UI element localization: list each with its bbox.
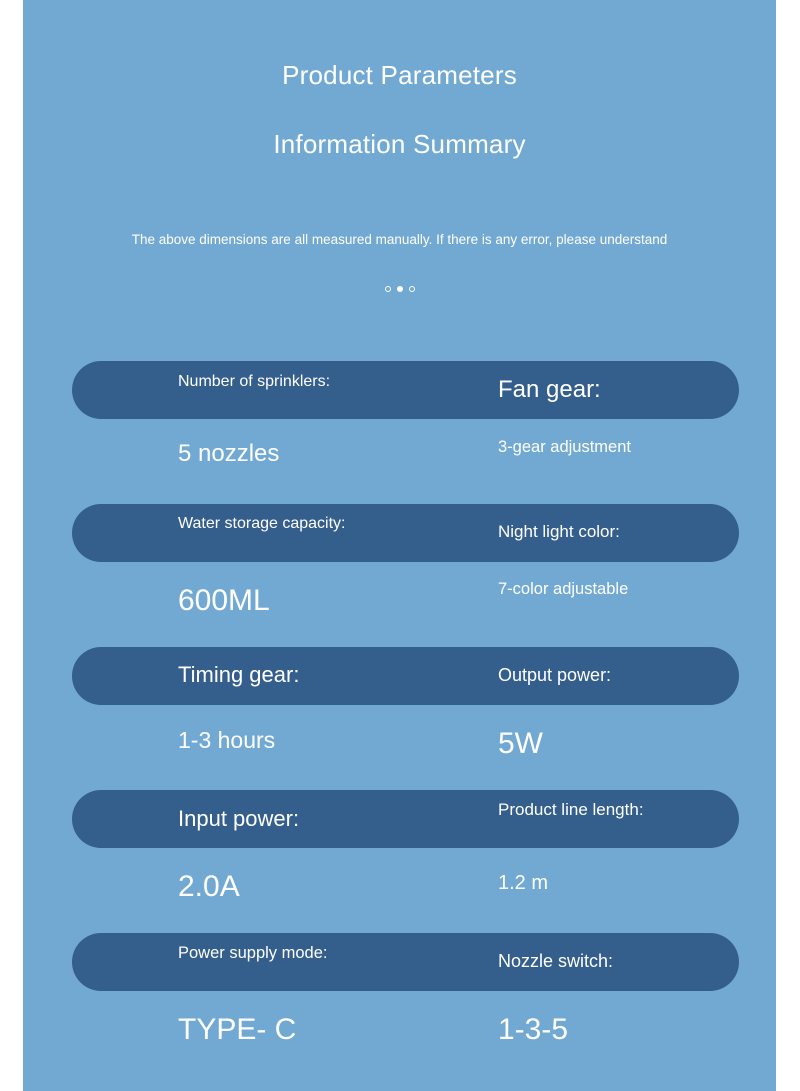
param-label-sprinklers: Number of sprinklers: — [178, 373, 331, 390]
param-label-line-length: Product line length: — [498, 800, 644, 819]
carousel-dot-2[interactable] — [397, 286, 403, 292]
carousel-dot-3[interactable] — [409, 286, 415, 292]
param-label-output-power: Output power: — [498, 665, 612, 685]
param-label-fan-gear: Fan gear: — [498, 376, 601, 403]
page-subtitle: Information Summary — [273, 129, 526, 159]
param-value-output-power: 5W — [498, 727, 543, 760]
param-value-sprinklers: 5 nozzles — [178, 440, 280, 467]
param-label-input-power: Input power: — [178, 806, 300, 831]
measurement-note: The above dimensions are all measured manually. If there is any error, please understand — [131, 232, 668, 247]
param-bar-1 — [72, 361, 739, 419]
page-title: Product Parameters — [282, 60, 517, 90]
param-bar-2 — [72, 504, 739, 562]
param-label-nozzle-switch: Nozzle switch: — [498, 951, 614, 971]
param-value-input-power: 2.0A — [178, 870, 240, 903]
param-value-night-light: 7-color adjustable — [498, 580, 629, 598]
param-label-power-supply: Power supply mode: — [178, 944, 328, 962]
param-bar-3 — [72, 647, 739, 705]
param-value-timing-gear: 1-3 hours — [178, 727, 276, 753]
param-label-night-light: Night light color: — [498, 522, 620, 541]
param-bar-5 — [72, 933, 739, 991]
param-label-timing-gear: Timing gear: — [178, 662, 300, 687]
param-label-water-capacity: Water storage capacity: — [178, 515, 346, 532]
param-value-fan-gear: 3-gear adjustment — [498, 438, 631, 456]
param-value-water-capacity: 600ML — [178, 584, 270, 617]
carousel-dot-1[interactable] — [385, 286, 391, 292]
param-value-power-supply: TYPE- C — [178, 1013, 297, 1046]
carousel-indicator — [23, 286, 776, 292]
param-value-nozzle-switch: 1-3-5 — [498, 1013, 569, 1046]
param-value-line-length: 1.2 m — [498, 872, 549, 894]
